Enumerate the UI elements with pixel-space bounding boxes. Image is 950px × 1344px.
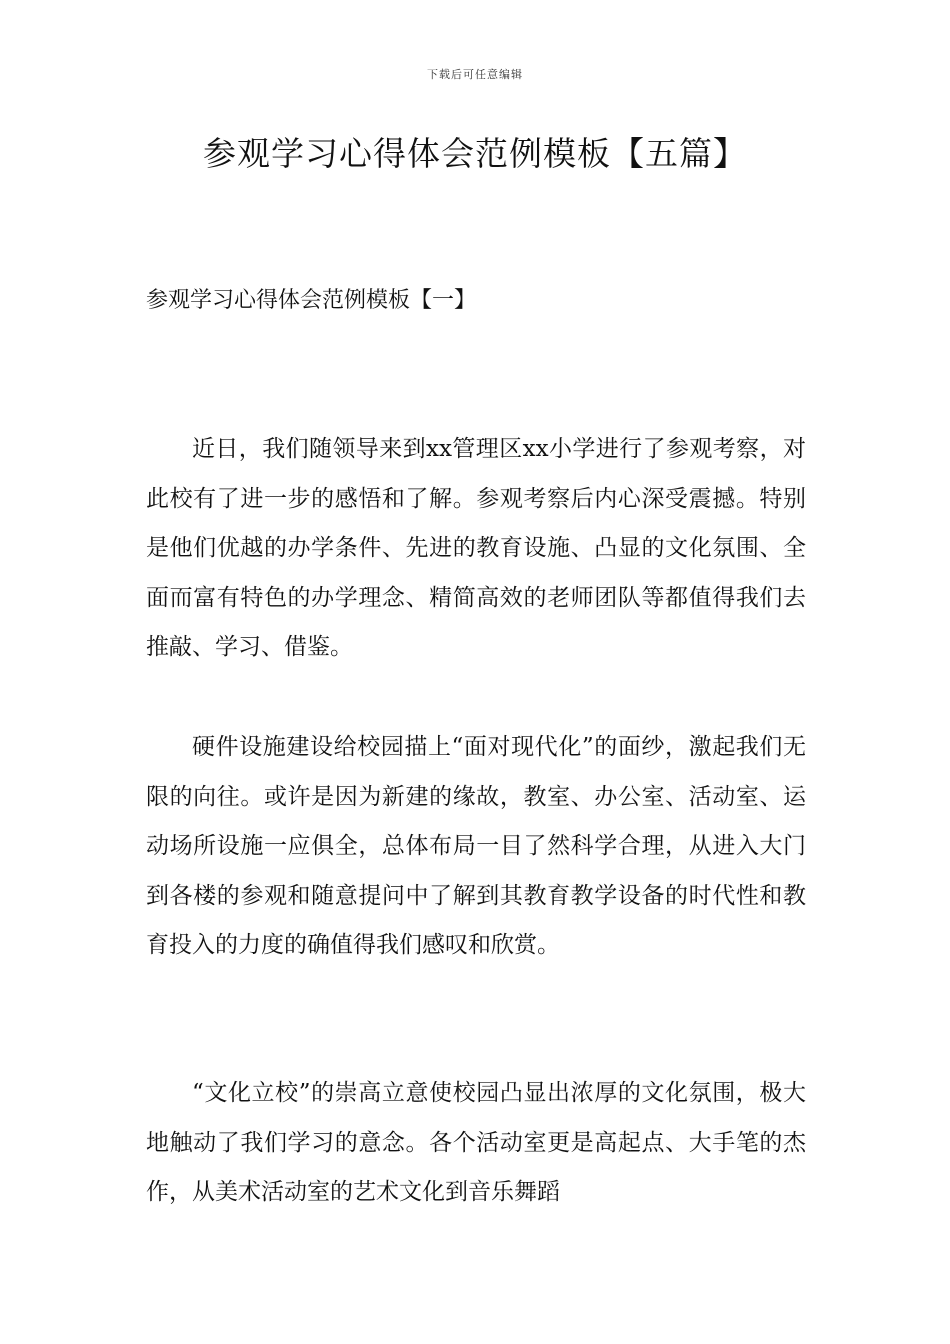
paragraph-2: 硬件设施建设给校园描上“面对现代化”的面纱，激起我们无限的向往。或许是因为新建的缘故，教室、办公室、活动室、运动场所设施一应俱全，总体布局一目了然科学合理，从进入大门到各楼的参观和随意提问中了解到其教育教学设备的时代性和教育投入的力度的确值得我们感叹和欣赏。 [146,734,806,958]
paragraph-3: “文化立校”的崇高立意使校园凸显出浓厚的文化氛围，极大地触动了我们学习的意念。各个活动室更是高起点、大手笔的杰作，从美术活动室的艺术文化到音乐舞蹈 [146,1080,806,1205]
document-title: 参观学习心得体会范例模板【五篇】 [203,134,747,173]
header-note: 下载后可任意编辑 [427,68,523,81]
section-heading: 参观学习心得体会范例模板【一】 [146,288,477,313]
paragraph-1: 近日，我们随领导来到xx管理区xx小学进行了参观考察，对此校有了进一步的感悟和了解。参观考察后内心深受震撼。特别是他们优越的办学条件、先进的教育设施、凸显的文化氛围、全面而富有特色的办学理念、精简高效的老师团队等都值得我们去推敲、学习、借鉴。 [146,436,806,660]
